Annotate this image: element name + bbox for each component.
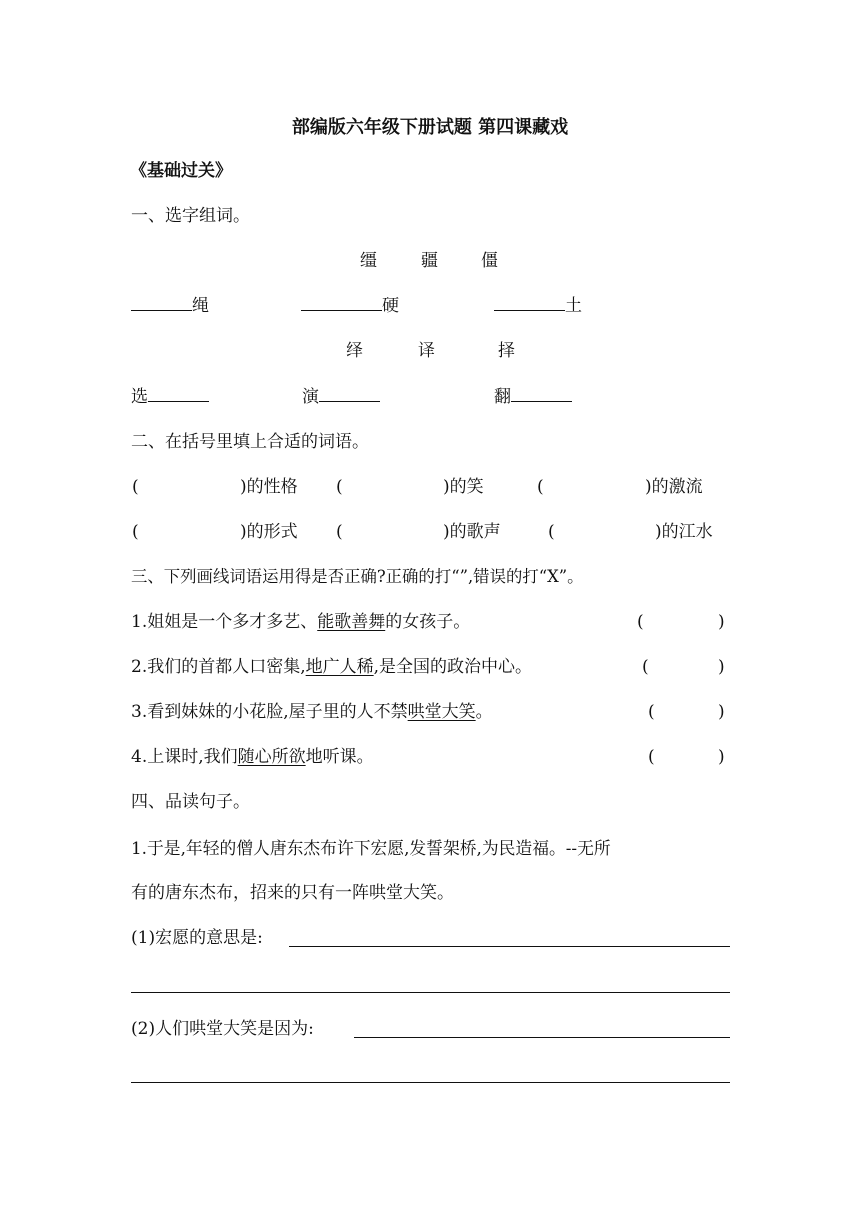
q2-paren[interactable]: (: [132, 522, 139, 542]
answer-blank[interactable]: [494, 309, 565, 311]
q1-item-text: 土: [565, 296, 582, 316]
underlined-phrase: 能歌善舞: [317, 612, 386, 632]
q4-passage: 有的唐东杰布，招来的只有一阵哄堂大笑。: [131, 883, 454, 903]
answer-paren-left[interactable]: (: [637, 612, 644, 632]
q1-item: [131, 298, 209, 315]
answer-paren-right: ): [718, 747, 725, 767]
q1-char-option: 疆: [421, 251, 438, 271]
q2-heading: 二、在括号里填上合适的词语。: [131, 432, 369, 452]
q1-char-option: 译: [418, 341, 435, 361]
q2-item: )的形式: [240, 522, 298, 542]
q1-item-text: 选: [131, 387, 148, 407]
q1-item: [131, 389, 209, 406]
q2-item: )的笑: [443, 477, 484, 497]
q4-sub-question: (2)人们哄堂大笑是因为:: [131, 1019, 314, 1039]
q1-char-option: 缰: [360, 251, 377, 271]
answer-blank[interactable]: [319, 400, 380, 402]
underlined-phrase: 地广人稀: [305, 657, 374, 677]
answer-paren-left[interactable]: (: [648, 747, 655, 767]
q1-item: [301, 298, 399, 315]
answer-line[interactable]: [354, 1037, 730, 1038]
answer-paren-left[interactable]: (: [642, 657, 649, 677]
q3-heading: 三、下列画线词语运用得是否正确?正确的打“”,错误的打“X”。: [131, 567, 584, 586]
answer-blank[interactable]: [511, 400, 572, 402]
q1-item: [494, 389, 572, 406]
q3-item: 4.上课时,我们随心所欲地听课。: [131, 747, 374, 767]
answer-paren-right: ): [718, 657, 725, 677]
answer-paren-right: ): [718, 612, 725, 632]
section-header: 《基础过关》: [130, 161, 232, 181]
answer-line[interactable]: [131, 992, 730, 993]
answer-paren-right: ): [718, 702, 725, 722]
q1-char-option: 择: [498, 341, 515, 361]
page-title: 部编版六年级下册试题 第四课藏戏: [291, 117, 569, 138]
answer-line[interactable]: [289, 946, 730, 947]
q2-paren[interactable]: (: [336, 522, 343, 542]
answer-paren-left[interactable]: (: [648, 702, 655, 722]
q4-heading: 四、品读句子。: [131, 792, 250, 812]
q2-item: )的江水: [655, 522, 713, 542]
q1-item: [494, 298, 582, 315]
q2-paren[interactable]: (: [336, 477, 343, 497]
answer-blank[interactable]: [148, 400, 209, 402]
answer-blank[interactable]: [131, 309, 192, 311]
q4-sub-question: (1)宏愿的意思是:: [131, 928, 263, 948]
q1-item: [302, 389, 380, 406]
q2-paren[interactable]: (: [132, 477, 139, 497]
q2-item: )的激流: [645, 477, 703, 497]
answer-line[interactable]: [131, 1082, 730, 1083]
q2-item: )的歌声: [443, 522, 501, 542]
q2-item: )的性格: [240, 477, 298, 497]
answer-blank[interactable]: [301, 309, 382, 311]
q2-paren[interactable]: (: [537, 477, 544, 497]
q1-item-text: 绳: [192, 296, 209, 316]
q3-item: 3.看到妹妹的小花脸,屋子里的人不禁哄堂大笑。: [131, 702, 493, 722]
q1-heading: 一、选字组词。: [131, 206, 250, 226]
q1-item-text: 翻: [494, 387, 511, 407]
q3-item: 1.姐姐是一个多才多艺、能歌善舞的女孩子。: [131, 612, 471, 632]
underlined-phrase: 随心所欲: [237, 747, 306, 767]
q4-passage: 1.于是,年轻的僧人唐东杰布许下宏愿,发誓架桥,为民造福。--无所: [131, 838, 611, 858]
q1-char-option: 绎: [346, 341, 363, 361]
underlined-phrase: 哄堂大笑: [407, 702, 476, 722]
q3-item: 2.我们的首都人口密集,地广人稀,是全国的政治中心。: [131, 657, 533, 677]
q1-item-text: 演: [302, 387, 319, 407]
q1-char-option: 僵: [481, 251, 498, 271]
q2-paren[interactable]: (: [548, 522, 555, 542]
q1-item-text: 硬: [382, 296, 399, 316]
